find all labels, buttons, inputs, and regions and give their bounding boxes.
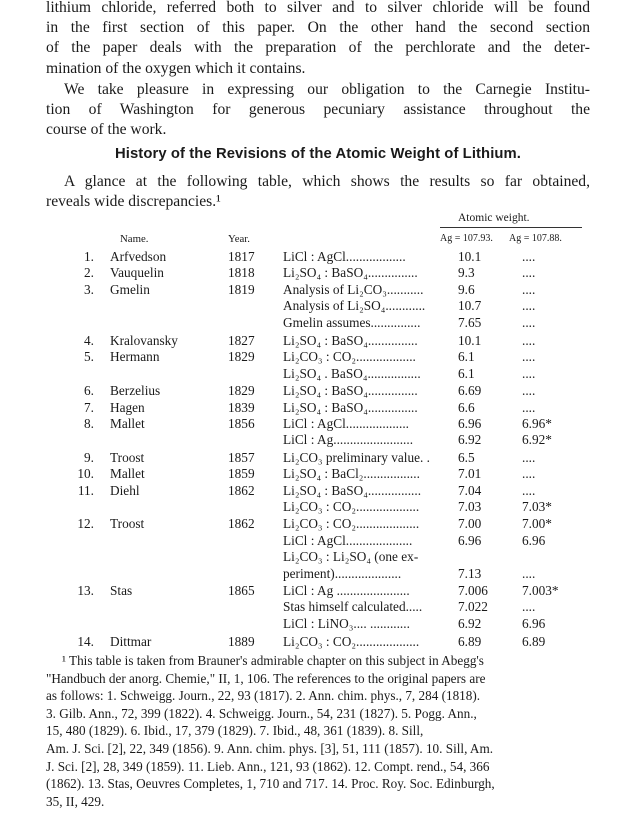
- chemist-name: Dittmar: [110, 634, 152, 650]
- row-number: 1.: [84, 249, 94, 264]
- chemist-name: Troost: [110, 449, 145, 465]
- value-ag-10793: 9.6: [458, 281, 475, 297]
- value-ag-10788: ....: [522, 466, 536, 482]
- value-ag-10793: 6.1: [458, 365, 475, 381]
- footnote-line: (1862). 13. Stas, Oeuvres Completes, 1, 710 and 717. 14. Proc. Roy. Soc. Edinburgh,: [46, 776, 495, 792]
- chemist-name: Mallet: [110, 416, 145, 431]
- method: Li₂CO₃ : CO₂...................: [283, 516, 420, 532]
- value-ag-10793: 6.5: [458, 449, 475, 465]
- atomic-weight-group-header: Atomic weight.: [458, 212, 530, 224]
- acknowledgement-paragraph: [46, 80, 590, 141]
- text-line: A glance at the following table, which shows the results so far obtained,: [64, 173, 590, 190]
- value-ag-10788: ....: [522, 565, 536, 581]
- method: Li₂CO₃ preliminary value. .: [283, 449, 431, 465]
- value-ag-10788: 7.003*: [522, 583, 559, 598]
- year-column-header: Year.: [228, 233, 250, 245]
- table-row: [0, 499, 619, 515]
- method: Li₂CO₃ : Li₂SO₄ (one ex-: [283, 549, 419, 565]
- year: 1857: [228, 449, 255, 465]
- method: Li₂SO₄ : BaSO₄...............: [283, 399, 418, 415]
- value-ag-10793: 7.01: [458, 466, 482, 482]
- method: LiCl : AgCl..................: [283, 249, 406, 264]
- value-ag-10788: ....: [522, 249, 536, 264]
- chemist-name: Hagen: [110, 399, 145, 415]
- table-row: [0, 333, 619, 349]
- row-number: 3.: [84, 281, 94, 297]
- method: Stas himself calculated.....: [283, 599, 423, 615]
- year: 1829: [228, 349, 255, 365]
- chemist-name: Stas: [110, 583, 133, 598]
- table-row: [0, 616, 619, 632]
- footnote-line: Am. J. Sci. [2], 22, 349 (1856). 9. Ann. chim. phys. [3], 51, 111 (1857). 10. Sill, Am.: [46, 740, 494, 756]
- method: LiCl : LiNO₃.... ............: [283, 615, 410, 631]
- footnote-line: 15, 480 (1829). 6. Ibid., 17, 379 (1829). 7. Ibid., 48, 361 (1839). 8. Sill,: [46, 723, 424, 739]
- year: 1829: [228, 383, 255, 399]
- table-row: [0, 298, 619, 314]
- chemist-name: Arfvedson: [110, 249, 167, 264]
- value-ag-10793: 6.92: [458, 615, 482, 631]
- value-ag-10793: 10.1: [458, 333, 482, 348]
- chemist-name: Gmelin: [110, 281, 150, 297]
- value-ag-10788: ....: [522, 482, 536, 498]
- row-number: 10.: [77, 466, 94, 482]
- table-row: [0, 483, 619, 499]
- year: 1856: [228, 416, 255, 431]
- value-ag-10793: 7.006: [458, 583, 488, 598]
- value-ag-10793: 10.1: [458, 249, 482, 264]
- table-row: [0, 265, 619, 281]
- method: LiCl : Ag........................: [283, 432, 414, 448]
- value-ag-10788: ....: [522, 314, 536, 330]
- value-ag-10788: 7.03*: [522, 499, 552, 514]
- value-ag-10793: 6.6: [458, 399, 475, 415]
- chemist-name: Troost: [110, 516, 145, 532]
- value-ag-10793: 7.00: [458, 516, 482, 532]
- row-number: 11.: [77, 482, 94, 498]
- text-line: tion of Washington for generous pecuniary assistance throughout the: [46, 101, 590, 119]
- value-ag-10788: ....: [522, 281, 536, 297]
- value-ag-10793: 7.65: [458, 314, 482, 330]
- year: 1865: [228, 583, 255, 598]
- value-ag-10793: 10.7: [458, 298, 482, 314]
- chemist-name: Mallet: [110, 466, 145, 482]
- table-row: [0, 583, 619, 599]
- value-ag-10788: 7.00*: [522, 516, 552, 532]
- value-ag-10788: ....: [522, 333, 536, 348]
- table-row: [0, 450, 619, 466]
- value-ag-10793: 6.92: [458, 432, 482, 448]
- value-ag-10793: 7.04: [458, 482, 482, 498]
- table-row: [0, 516, 619, 532]
- footnote-line: as follows: 1. Schweigg. Journ., 22, 93 (1817). 2. Ann. chim. phys., 7, 284 (1818).: [46, 688, 481, 704]
- value-ag-10788: ....: [522, 599, 536, 615]
- method: Li₂SO₄ . BaSO₄................: [283, 365, 421, 381]
- text-line: lithium chloride, referred both to silver and to silver chloride will be found: [46, 0, 590, 16]
- row-number: 2.: [84, 265, 94, 281]
- method: LiCl : Ag ......................: [283, 583, 410, 598]
- ag-10793-column-header: Ag = 107.93.: [440, 233, 493, 244]
- table-row: [0, 282, 619, 298]
- table-row: [0, 315, 619, 331]
- value-ag-10788: ....: [522, 449, 536, 465]
- chemist-name: Diehl: [110, 482, 140, 498]
- year: 1818: [228, 265, 255, 281]
- text-line: of the paper deals with the preparation of the perchlorate and the deter-: [46, 39, 590, 57]
- year: 1862: [228, 482, 255, 498]
- method: Analysis of Li₂CO₃...........: [283, 281, 424, 297]
- value-ag-10788: ....: [522, 265, 536, 281]
- year: 1862: [228, 516, 255, 532]
- year: 1827: [228, 333, 255, 348]
- row-number: 13.: [77, 583, 94, 598]
- table-row: [0, 249, 619, 265]
- table-row: [0, 383, 619, 399]
- value-ag-10788: ....: [522, 383, 536, 399]
- name-column-header: Name.: [120, 233, 149, 245]
- row-number: 12.: [77, 516, 94, 532]
- value-ag-10793: 7.03: [458, 499, 482, 514]
- method: periment)....................: [283, 565, 402, 581]
- method: Li₂SO₄ : BaSO₄...............: [283, 333, 418, 348]
- year: 1819: [228, 281, 255, 297]
- row-number: 7.: [84, 399, 94, 415]
- footnote: [46, 652, 590, 810]
- method: Gmelin assumes...............: [283, 314, 421, 330]
- method: Li₂CO₃ : CO₂...................: [283, 634, 420, 650]
- table-row: [0, 566, 619, 582]
- value-ag-10793: 7.13: [458, 565, 482, 581]
- row-number: 8.: [84, 416, 94, 431]
- value-ag-10793: 6.1: [458, 349, 475, 365]
- table-row: [0, 634, 619, 650]
- table-row: [0, 466, 619, 482]
- table-row: [0, 533, 619, 549]
- value-ag-10788: ....: [522, 399, 536, 415]
- value-ag-10788: ....: [522, 349, 536, 365]
- table-row: [0, 432, 619, 448]
- value-ag-10788: 6.96: [522, 615, 546, 631]
- method: Li₂SO₄ : BaCl₂.................: [283, 466, 420, 482]
- method: Li₂CO₃ : CO₂..................: [283, 349, 416, 365]
- year: 1839: [228, 399, 255, 415]
- table-row: [0, 400, 619, 416]
- text-line: mination of the oxygen which it contains.: [46, 59, 306, 77]
- value-ag-10793: 7.022: [458, 599, 488, 615]
- value-ag-10788: ....: [522, 365, 536, 381]
- row-number: 4.: [84, 333, 94, 348]
- text-line: course of the work.: [46, 121, 167, 139]
- method: LiCl : AgCl...................: [283, 416, 409, 431]
- method: Li₂SO₄ : BaSO₄...............: [283, 383, 418, 399]
- footnote-line: 3. Gilb. Ann., 72, 399 (1822). 4. Schweigg. Journ., 54, 231 (1827). 5. Pogg. Ann.,: [46, 705, 477, 721]
- footnote-line: 35, II, 429.: [46, 793, 105, 809]
- row-number: 14.: [77, 634, 94, 650]
- value-ag-10793: 6.89: [458, 634, 482, 650]
- value-ag-10788: 6.96*: [522, 416, 552, 431]
- value-ag-10788: 6.96: [522, 532, 546, 548]
- value-ag-10793: 6.96: [458, 532, 482, 548]
- year: 1817: [228, 249, 255, 264]
- intro-table-paragraph: [46, 172, 590, 212]
- method: LiCl : AgCl....................: [283, 532, 413, 548]
- table-row: [0, 599, 619, 615]
- text-line: We take pleasure in expressing our obligation to the Carnegie Institu-: [64, 81, 590, 98]
- table-row: [0, 549, 619, 565]
- table-row: [0, 416, 619, 432]
- footnote-line: ¹ This table is taken from Brauner's admirable chapter on this subject in Abegg's: [62, 653, 484, 668]
- value-ag-10788: 6.89: [522, 634, 546, 650]
- value-ag-10793: 6.69: [458, 383, 482, 399]
- chemist-name: Berzelius: [110, 383, 161, 399]
- value-ag-10788: ....: [522, 298, 536, 314]
- year: 1889: [228, 634, 255, 650]
- year: 1859: [228, 466, 255, 482]
- intro-paragraph: [46, 0, 590, 79]
- section-heading: History of the Revisions of the Atomic Weight of Lithium.: [114, 146, 522, 162]
- text-line: in the first section of this paper. On the other hand the second section: [46, 19, 590, 37]
- value-ag-10793: 9.3: [458, 265, 475, 281]
- row-number: 5.: [84, 349, 94, 365]
- footnote-line: J. Sci. [2], 28, 349 (1859). 11. Lieb. Ann., 121, 93 (1862). 12. Compt. rend., 54, 366: [46, 758, 490, 774]
- method: Li₂CO₃ : CO₂...................: [283, 499, 420, 514]
- text-line: reveals wide discrepancies.¹: [46, 193, 221, 211]
- chemist-name: Hermann: [110, 349, 160, 365]
- header-rule: [440, 227, 582, 228]
- footnote-line: "Handbuch der anorg. Chemie," II, 1, 106. The references to the original papers are: [46, 670, 486, 686]
- table-row: [0, 349, 619, 365]
- value-ag-10793: 6.96: [458, 416, 482, 431]
- row-number: 9.: [84, 449, 94, 465]
- chemist-name: Vauquelin: [110, 265, 164, 281]
- ag-10788-column-header: Ag = 107.88.: [509, 233, 562, 244]
- method: Li₂SO₄ : BaSO₄................: [283, 482, 422, 498]
- value-ag-10788: 6.92*: [522, 432, 552, 448]
- row-number: 6.: [84, 383, 94, 399]
- chemist-name: Kralovansky: [110, 333, 178, 348]
- method: Analysis of Li₂SO₄............: [283, 298, 426, 314]
- method: Li₂SO₄ : BaSO₄...............: [283, 265, 418, 281]
- table-row: [0, 366, 619, 382]
